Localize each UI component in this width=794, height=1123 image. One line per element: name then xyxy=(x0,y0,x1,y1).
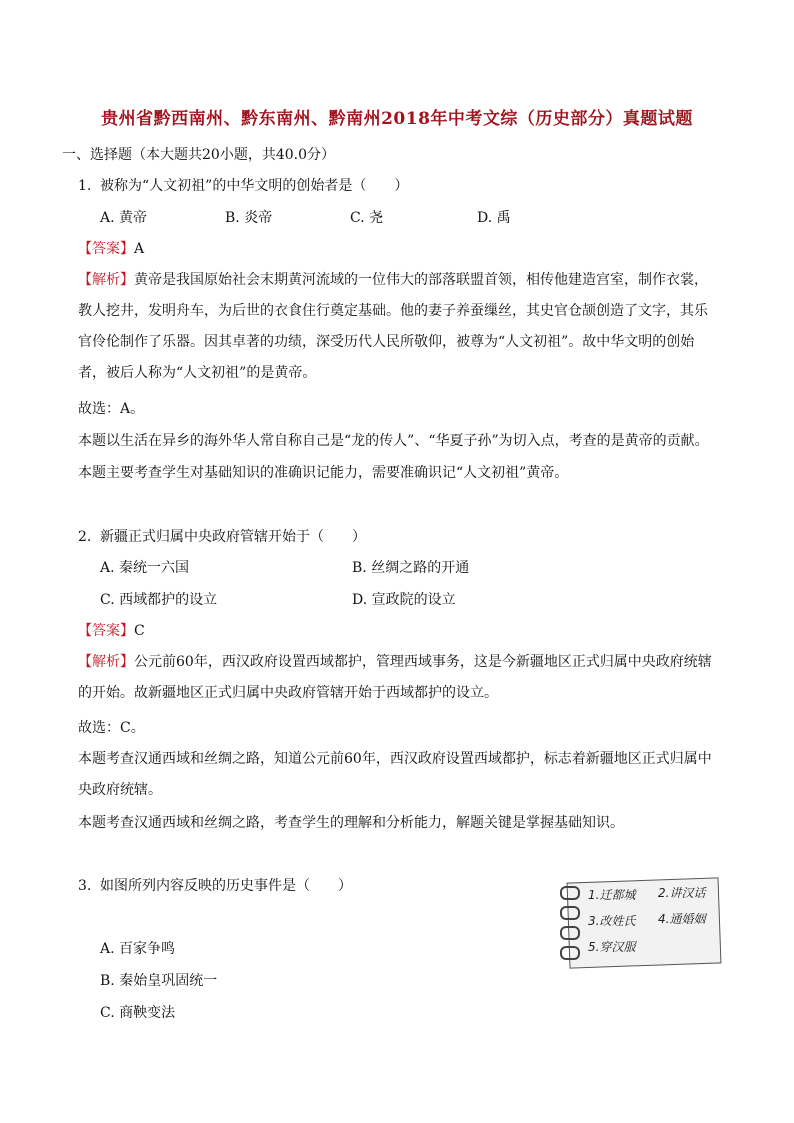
q2-stem: 新疆正式归属中央政府管辖开始于（ ） xyxy=(100,529,366,545)
analysis-text: 黄帝是我国原始社会末期黄河流域的一位伟大的部落联盟首领，相传他建造宫室，制作衣裳，教人挖井，发明舟车，为后世的衣食住行奠定基础。他的妻子养蚕缫丝，其史官仓颉创造了文字，其乐官伶伦制作了乐器。因其卓著的功绩，深受历代人民所敬仰，被尊为“人文初祖”。故中华文明的创始者，被后人称为“人文初祖”的是黄帝。 xyxy=(78,272,708,381)
q3-option-a[interactable]: A. 百家争鸣 xyxy=(100,941,176,957)
q1-analysis xyxy=(78,265,718,389)
q1-answer xyxy=(78,239,144,259)
answer-tag: 【答案】 xyxy=(78,623,134,639)
notebook-figure xyxy=(560,880,720,966)
analysis-tag: 【解析】 xyxy=(78,654,134,670)
notebook-item-3: 3.改姓氏 xyxy=(588,914,636,928)
answer-tag: 【答案】 xyxy=(78,241,134,257)
q1-option-a[interactable]: A. 黄帝 xyxy=(100,210,148,226)
q1-stem: 被称为“人文初祖”的中华文明的创始者是（ ） xyxy=(100,178,409,194)
q2-choose: 故选：C。 xyxy=(78,720,145,736)
q3-option-c[interactable]: C. 商鞅变法 xyxy=(100,1005,176,1021)
q1-note-2: 本题主要考查学生对基础知识的准确识记能力，需要准确识记“人文初祖”黄帝。 xyxy=(78,465,569,481)
notebook-item-5: 5.穿汉服 xyxy=(588,940,636,954)
q2-note-1: 本题考查汉通西域和丝绸之路，知道公元前60年，西汉政府设置西域都护，标志着新疆地区正式归属中央政府统辖。 xyxy=(78,751,712,798)
notebook-item-2: 2.讲汉话 xyxy=(658,886,706,900)
q3-number: 3. xyxy=(78,878,92,894)
analysis-tag: 【解析】 xyxy=(78,272,134,288)
q1-note-1: 本题以生活在异乡的海外华人常自称自己是“龙的传人”、“华夏子孙”为切入点，考查的是黄帝的贡献。 xyxy=(78,433,709,449)
ring-icon xyxy=(560,906,580,920)
q2-option-a[interactable]: A. 秦统一六国 xyxy=(100,560,190,576)
analysis-text: 公元前60年，西汉政府设置西域都护，管理西域事务，这是今新疆地区正式归属中央政府统辖的开始。故新疆地区正式归属中央政府管辖开始于西域都护的设立。 xyxy=(78,654,712,701)
q1-option-b[interactable]: B. 炎帝 xyxy=(225,210,273,226)
ring-icon xyxy=(560,886,580,900)
q2-option-b[interactable]: B. 丝绸之路的开通 xyxy=(352,560,470,576)
answer-value: C xyxy=(134,623,145,639)
q3-stem: 如图所列内容反映的历史事件是（ ） xyxy=(100,878,352,894)
q3-option-b[interactable]: B. 秦始皇巩固统一 xyxy=(100,973,218,989)
q2-option-d[interactable]: D. 宣政院的设立 xyxy=(352,592,456,608)
answer-value: A xyxy=(134,241,145,257)
q2-number: 2. xyxy=(78,529,92,545)
q2-note-2: 本题考查汉通西域和丝绸之路，考查学生的理解和分析能力，解题关键是掌握基础知识。 xyxy=(78,815,624,831)
ring-icon xyxy=(560,926,580,940)
q1-choose: 故选：A。 xyxy=(78,401,145,417)
notebook-item-4: 4.通婚姻 xyxy=(658,912,706,926)
document-title: 贵州省黔西南州、黔东南州、黔南州2018年中考文综（历史部分）真题试题 xyxy=(101,109,693,129)
q1-option-c[interactable]: C. 尧 xyxy=(350,210,384,226)
q2-option-c[interactable]: C. 西域都护的设立 xyxy=(100,592,218,608)
q1-number: 1. xyxy=(78,178,92,194)
q1-option-d[interactable]: D. 禹 xyxy=(477,210,511,226)
section-heading: 一、选择题（本大题共20小题，共40.0分） xyxy=(62,147,335,163)
q2-analysis xyxy=(78,647,718,709)
notebook-item-1: 1.迁都城 xyxy=(588,888,636,902)
ring-icon xyxy=(560,946,580,960)
q2-answer xyxy=(78,621,145,641)
